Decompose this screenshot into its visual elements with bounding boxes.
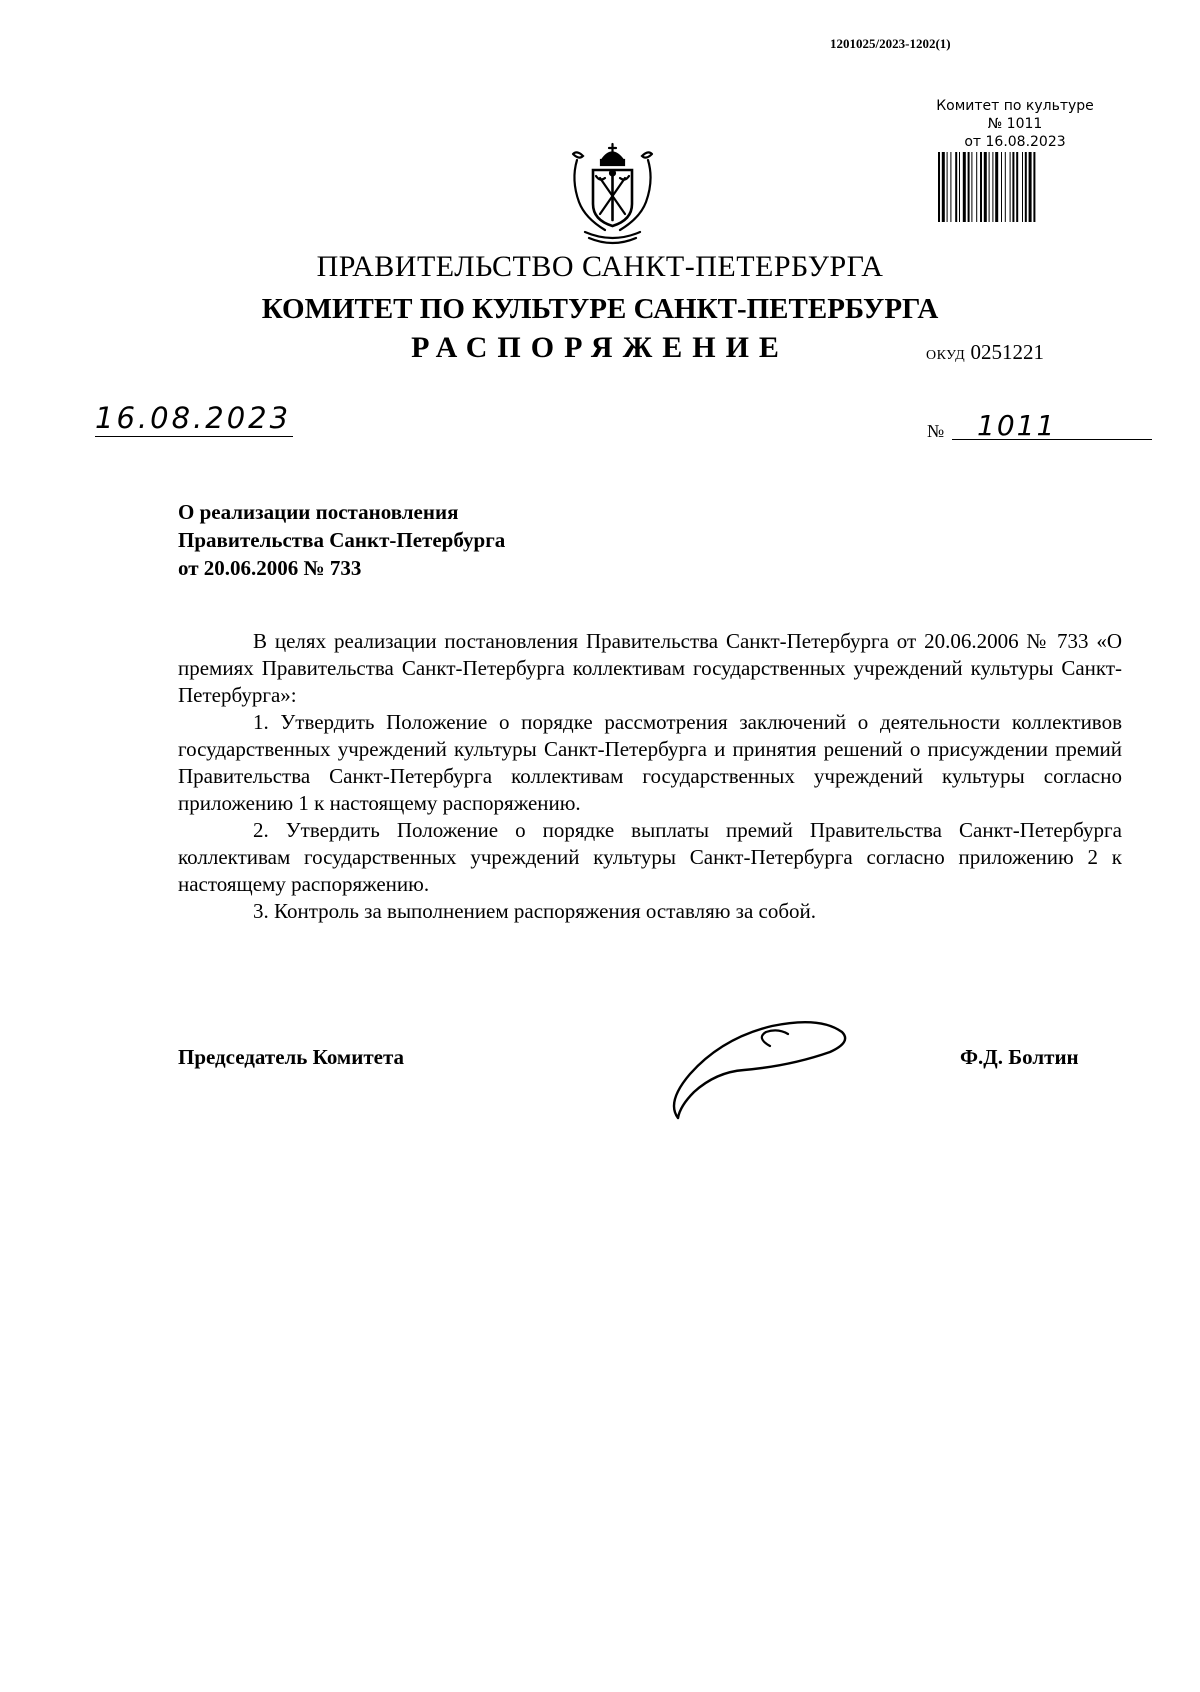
- barcode-bar: [1022, 152, 1023, 222]
- barcode-bar: [942, 152, 945, 222]
- stamp-line-3: от 16.08.2023: [964, 134, 1066, 150]
- barcode: [938, 152, 1096, 222]
- barcode-bar: [980, 152, 982, 222]
- barcode-bar: [938, 152, 940, 222]
- barcode-bar: [1016, 152, 1018, 222]
- barcode-bar: [1005, 152, 1006, 222]
- barcode-bar: [992, 152, 993, 222]
- signatory-position: Председатель Комитета: [178, 1045, 405, 1069]
- coat-of-arms-emblem: [565, 140, 660, 245]
- stamp-line-2: № 1011: [987, 116, 1043, 132]
- barcode-bar: [971, 152, 972, 222]
- barcode-bar: [976, 152, 977, 222]
- barcode-bar: [1012, 152, 1014, 222]
- subject-line-1: О реализации постановления: [178, 500, 459, 524]
- barcode-bar: [984, 152, 987, 222]
- handwritten-number: 1011: [977, 409, 1057, 442]
- signatory-name: Ф.Д. Болтин: [960, 1045, 1079, 1069]
- barcode-bar: [955, 152, 957, 222]
- subject-line-3: от 20.06.2006 № 733: [178, 556, 362, 580]
- body-item-1: 1. Утвердить Положение о порядке рассмотрения заключений о деятельности коллективов государственных учреждений культуры Санкт-Петербурга и принятия решений о присуждении премий Правительства Санкт-Петербурга коллективам государственных учреждений культуры согласно приложению 1 к настоящему распоряжению.: [178, 710, 1122, 815]
- document-body: [178, 628, 1122, 925]
- subject-line-2: Правительства Санкт-Петербурга: [178, 528, 506, 552]
- barcode-bar: [1029, 152, 1032, 222]
- document-type-title: РАСПОРЯЖЕНИЕ: [411, 331, 789, 364]
- body-item-2: 2. Утвердить Положение о порядке выплаты премий Правительства Санкт-Петербурга коллективам государственных учреждений культуры Санкт-Петербурга согласно приложению 2 к настоящему распоряжению.: [178, 818, 1122, 896]
- okud-value: 0251221: [970, 340, 1044, 364]
- barcode-bar: [968, 152, 970, 222]
- barcode-bar: [959, 152, 960, 222]
- order-number-field: [927, 409, 1152, 443]
- okud-label: ОКУД: [926, 348, 966, 363]
- committee-title: КОМИТЕТ ПО КУЛЬТУРЕ САНКТ-ПЕТЕРБУРГА: [261, 293, 939, 325]
- barcode-bar: [1025, 152, 1027, 222]
- number-underline: [952, 439, 1152, 440]
- barcode-bar: [1010, 152, 1011, 222]
- body-intro: В целях реализации постановления Правительства Санкт-Петербурга от 20.06.2006 № 733 «О премиях Правительства Санкт-Петербурга коллективам государственных учреждений культуры Санкт-Петербурга»:: [178, 629, 1122, 707]
- document-number: 1201025/2023-1202(1): [830, 36, 951, 51]
- barcode-bar: [963, 152, 966, 222]
- stamp-line-1: Комитет по культуре: [936, 98, 1094, 114]
- registration-stamp: [930, 97, 1100, 151]
- handwritten-date: 16.08.2023: [95, 401, 292, 435]
- barcode-bar: [950, 152, 951, 222]
- barcode-bar: [989, 152, 990, 222]
- handwritten-signature: [660, 1010, 860, 1130]
- barcode-bar: [995, 152, 998, 222]
- barcode-bar: [1001, 152, 1002, 222]
- barcode-bar: [1033, 152, 1035, 222]
- document-subject: [178, 498, 505, 582]
- government-title: ПРАВИТЕЛЬСТВО САНКТ-ПЕТЕРБУРГА: [316, 250, 884, 283]
- body-item-3: 3. Контроль за выполнением распоряжения оставляю за собой.: [253, 899, 817, 923]
- number-sign: №: [927, 421, 945, 441]
- okud-code: [926, 340, 1044, 365]
- barcode-bar: [947, 152, 948, 222]
